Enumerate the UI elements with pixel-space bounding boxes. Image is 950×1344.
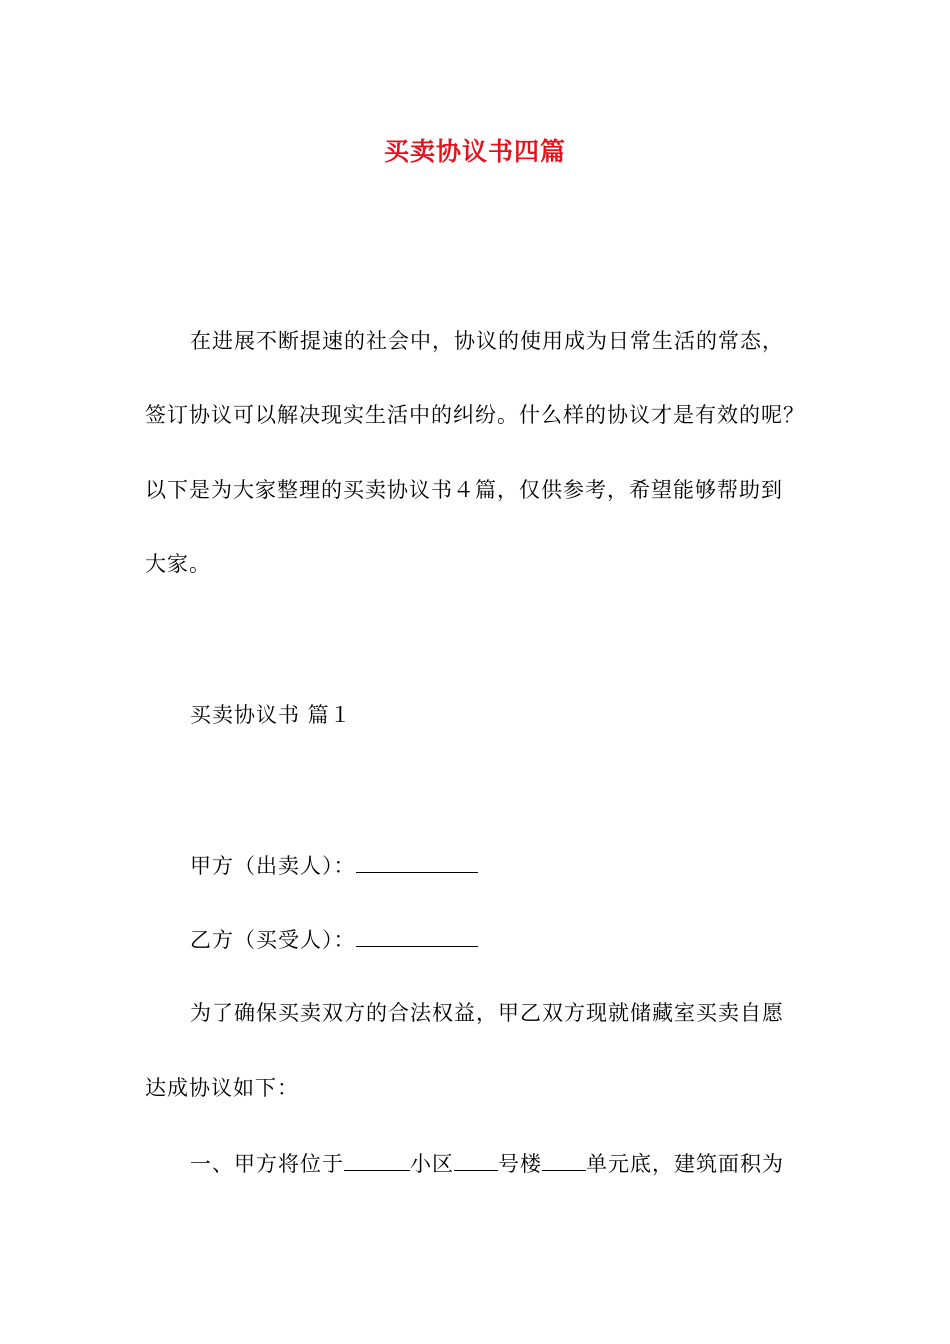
clause-1-text-3: 号楼 bbox=[498, 1152, 542, 1176]
document-title: 买卖协议书四篇 bbox=[383, 137, 566, 166]
intro-line-3: 以下是为大家整理的买卖协议书４篇，仅供参考，希望能够帮助到 bbox=[145, 478, 783, 502]
party-b-label: 乙方（买受人）： bbox=[190, 928, 356, 952]
party-b-blank bbox=[356, 924, 478, 947]
party-a-label: 甲方（出卖人）： bbox=[190, 854, 356, 878]
clause-1-text-4: 单元底，建筑面积为 bbox=[586, 1152, 784, 1176]
section-heading: 买卖协议书 篇１ bbox=[190, 703, 352, 727]
clause-1-text-2: 小区 bbox=[410, 1152, 454, 1176]
clause-1-line bbox=[190, 1148, 784, 1179]
party-a-blank bbox=[356, 850, 478, 873]
clause-1-blank-building bbox=[454, 1148, 498, 1171]
intro-line-1: 在进展不断提速的社会中，协议的使用成为日常生活的常态， bbox=[190, 329, 784, 353]
purpose-line-2: 达成协议如下： bbox=[145, 1076, 299, 1100]
intro-line-4: 大家。 bbox=[145, 552, 211, 576]
intro-line-2: 签订协议可以解决现实生活中的纠纷。什么样的协议才是有效的呢？ bbox=[145, 403, 805, 427]
clause-1-blank-community bbox=[344, 1148, 410, 1171]
clause-1-text-1: 一、甲方将位于 bbox=[190, 1152, 344, 1176]
party-a-line bbox=[190, 850, 478, 881]
party-b-line bbox=[190, 924, 478, 955]
clause-1-blank-unit bbox=[542, 1148, 586, 1171]
purpose-line-1: 为了确保买卖双方的合法权益，甲乙双方现就储藏室买卖自愿 bbox=[190, 1001, 784, 1025]
